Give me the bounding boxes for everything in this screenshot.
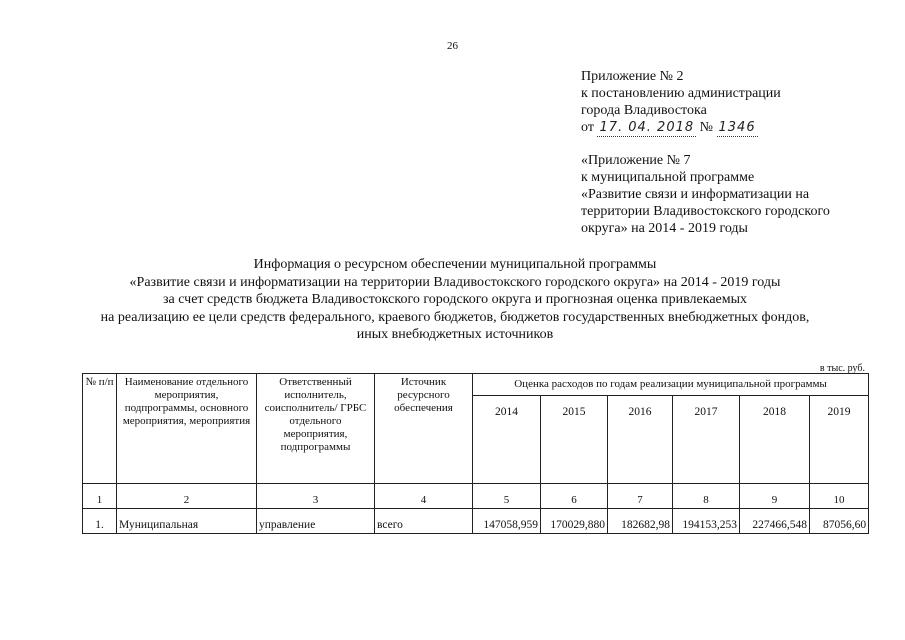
- column-number: 10: [810, 484, 869, 509]
- handwritten-date: 17. 04. 2018: [599, 120, 695, 135]
- column-number: 5: [473, 484, 541, 509]
- header-year: 2016: [608, 396, 673, 484]
- annex-2-date-line: [581, 119, 781, 137]
- page-number: 26: [447, 40, 458, 52]
- column-number: 1: [83, 484, 117, 509]
- header-estimate: Оценка расходов по годам реализации муниципальной программы: [473, 374, 869, 396]
- header-executor: Ответственный исполнитель, соисполнитель/ ГРБС отдельного мероприятия, подпрограммы: [257, 374, 375, 484]
- row-value: 227466,548: [740, 509, 810, 534]
- column-number: 8: [673, 484, 740, 509]
- column-number: 2: [117, 484, 257, 509]
- units-label: в тыс. руб.: [819, 363, 865, 374]
- row-source: всего: [375, 509, 473, 534]
- annex-2-line: к постановлению администрации: [581, 86, 781, 101]
- row-value: 170029,880: [541, 509, 608, 534]
- annex-2-block: [581, 68, 781, 137]
- row-value: 87056,60: [810, 509, 869, 534]
- column-number: 7: [608, 484, 673, 509]
- row-value: 194153,253: [673, 509, 740, 534]
- column-number: 9: [740, 484, 810, 509]
- column-number: 3: [257, 484, 375, 509]
- annex-2-title: Приложение № 2: [581, 69, 684, 84]
- header-year: 2018: [740, 396, 810, 484]
- header-year: 2015: [541, 396, 608, 484]
- annex-7-title: «Приложение № 7: [581, 153, 691, 168]
- annex-7-line: «Развитие связи и информатизации на: [581, 187, 810, 202]
- row-num: 1.: [83, 509, 117, 534]
- handwritten-number: 1346: [718, 120, 756, 135]
- column-number-row: [83, 484, 869, 509]
- annex-7-line: к муниципальной программе: [581, 170, 755, 185]
- document-heading: [40, 256, 870, 344]
- number-prefix: №: [699, 120, 713, 135]
- row-value: 147058,959: [473, 509, 541, 534]
- column-number: 6: [541, 484, 608, 509]
- header-year: 2019: [810, 396, 869, 484]
- row-executor: управление: [257, 509, 375, 534]
- header-year: 2017: [673, 396, 740, 484]
- date-prefix: от: [581, 120, 594, 135]
- annex-7-line: округа» на 2014 - 2019 годы: [581, 221, 748, 236]
- column-number: 4: [375, 484, 473, 509]
- row-value: 182682,98: [608, 509, 673, 534]
- header-name: Наименование отдельного мероприятия, подпрограммы, основного мероприятия, мероприятия: [117, 374, 257, 484]
- annex-2-line: города Владивостока: [581, 103, 707, 118]
- heading-line: Информация о ресурсном обеспечении муниципальной программы: [253, 257, 657, 272]
- header-num: № п/п: [83, 374, 117, 484]
- table-row: [83, 509, 869, 534]
- header-source: Источник ресурсного обеспечения: [375, 374, 473, 484]
- annex-7-line: территории Владивостокского городского: [581, 204, 830, 219]
- annex-7-block: [581, 152, 830, 237]
- row-name: Муниципальная: [117, 509, 257, 534]
- header-year: 2014: [473, 396, 541, 484]
- heading-line: иных внебюджетных источников: [356, 327, 554, 342]
- heading-line: за счет средств бюджета Владивостокского городского округа и прогнозная оценка привлекаемых: [162, 292, 748, 307]
- heading-line: на реализацию ее цели средств федерального, краевого бюджетов, бюджетов государственных внебюджетных фондов,: [100, 309, 810, 325]
- heading-line: «Развитие связи и информатизации на территории Владивостокского городского округа» на 2014 - 2019 годы: [129, 274, 781, 290]
- resource-table: [82, 373, 869, 534]
